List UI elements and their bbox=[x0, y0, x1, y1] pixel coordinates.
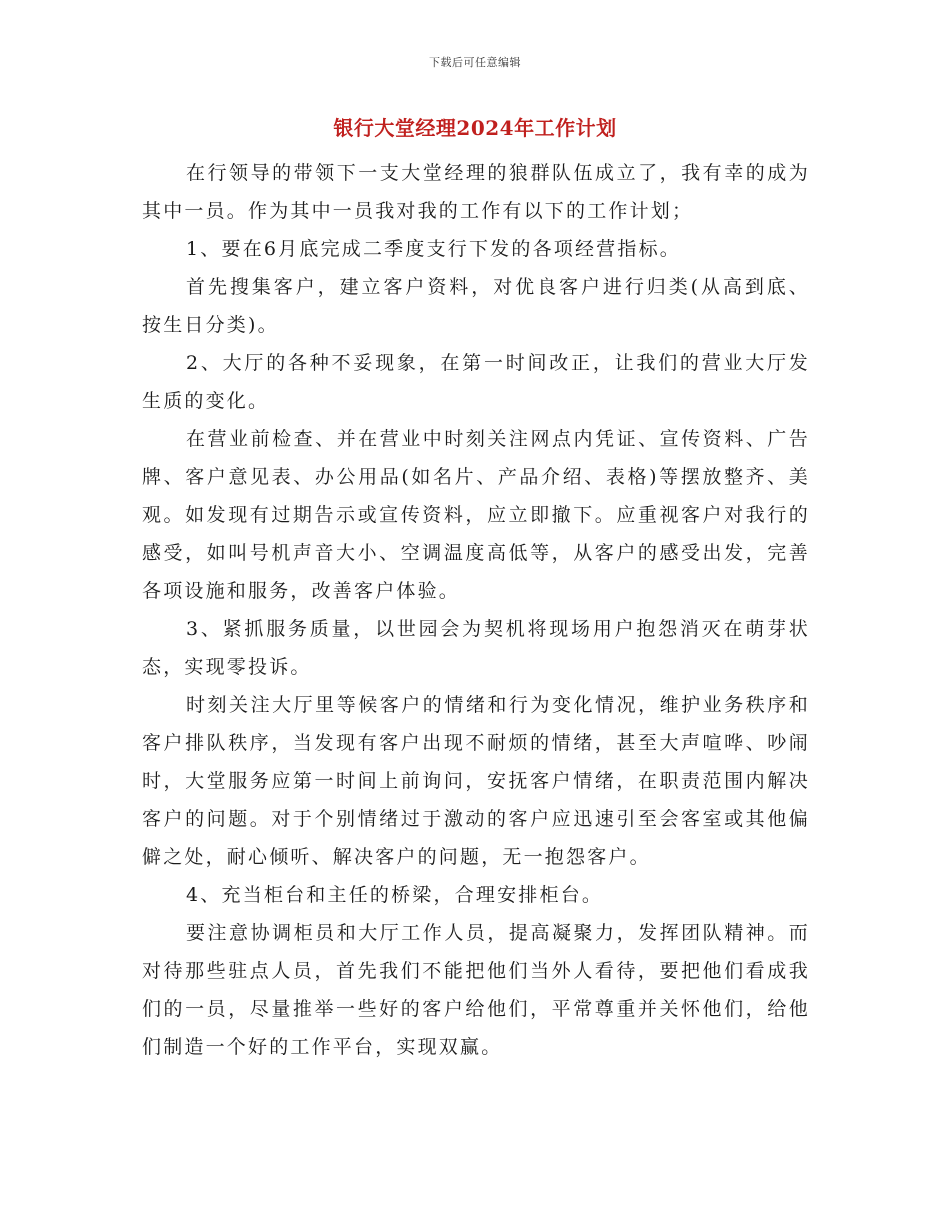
paragraph-item-1-detail: 首先搜集客户，建立客户资料，对优良客户进行归类(从高到底、按生日分类)。 bbox=[142, 276, 810, 336]
paragraph-item-2-detail: 在营业前检查、并在营业中时刻关注网点内凭证、宣传资料、广告牌、客户意见表、办公用品(如名片、产品介绍、表格)等摆放整齐、美观。如发现有过期告示或宣传资料，应立即撤下。应重视客户对我行的感受，如叫号机声音大小、空调温度高低等，从客户的感受出发，完善各项设施和服务，改善客户体验。 bbox=[142, 428, 810, 602]
header-note: 下载后可任意编辑 bbox=[429, 56, 521, 69]
document-body bbox=[142, 154, 810, 1066]
paragraph-item-3: 3、紧抓服务质量，以世园会为契机将现场用户抱怨消灭在萌芽状态，实现零投诉。 bbox=[142, 618, 810, 678]
paragraph-item-3-detail: 时刻关注大厅里等候客户的情绪和行为变化情况，维护业务秩序和客户排队秩序，当发现有客户出现不耐烦的情绪，甚至大声喧哗、吵闹时，大堂服务应第一时间上前询问，安抚客户情绪，在职责范围内解决客户的问题。对于个别情绪过于激动的客户应迅速引至会客室或其他偏僻之处，耐心倾听、解决客户的问题，无一抱怨客户。 bbox=[142, 694, 810, 868]
paragraph-intro: 在行领导的带领下一支大堂经理的狼群队伍成立了，我有幸的成为其中一员。作为其中一员我对我的工作有以下的工作计划； bbox=[142, 162, 810, 222]
paragraph-item-4: 4、充当柜台和主任的桥梁，合理安排柜台。 bbox=[186, 884, 604, 906]
paragraph-item-1: 1、要在6月底完成二季度支行下发的各项经营指标。 bbox=[186, 238, 681, 260]
document-title: 银行大堂经理2024年工作计划 bbox=[333, 116, 617, 140]
paragraph-item-4-detail: 要注意协调柜员和大厅工作人员，提高凝聚力，发挥团队精神。而对待那些驻点人员，首先我们不能把他们当外人看待，要把他们看成我们的一员，尽量推举一些好的客户给他们，平常尊重并关怀他们，给他们制造一个好的工作平台，实现双赢。 bbox=[142, 922, 810, 1058]
paragraph-item-2: 2、大厅的各种不妥现象，在第一时间改正，让我们的营业大厅发生质的变化。 bbox=[142, 352, 810, 412]
